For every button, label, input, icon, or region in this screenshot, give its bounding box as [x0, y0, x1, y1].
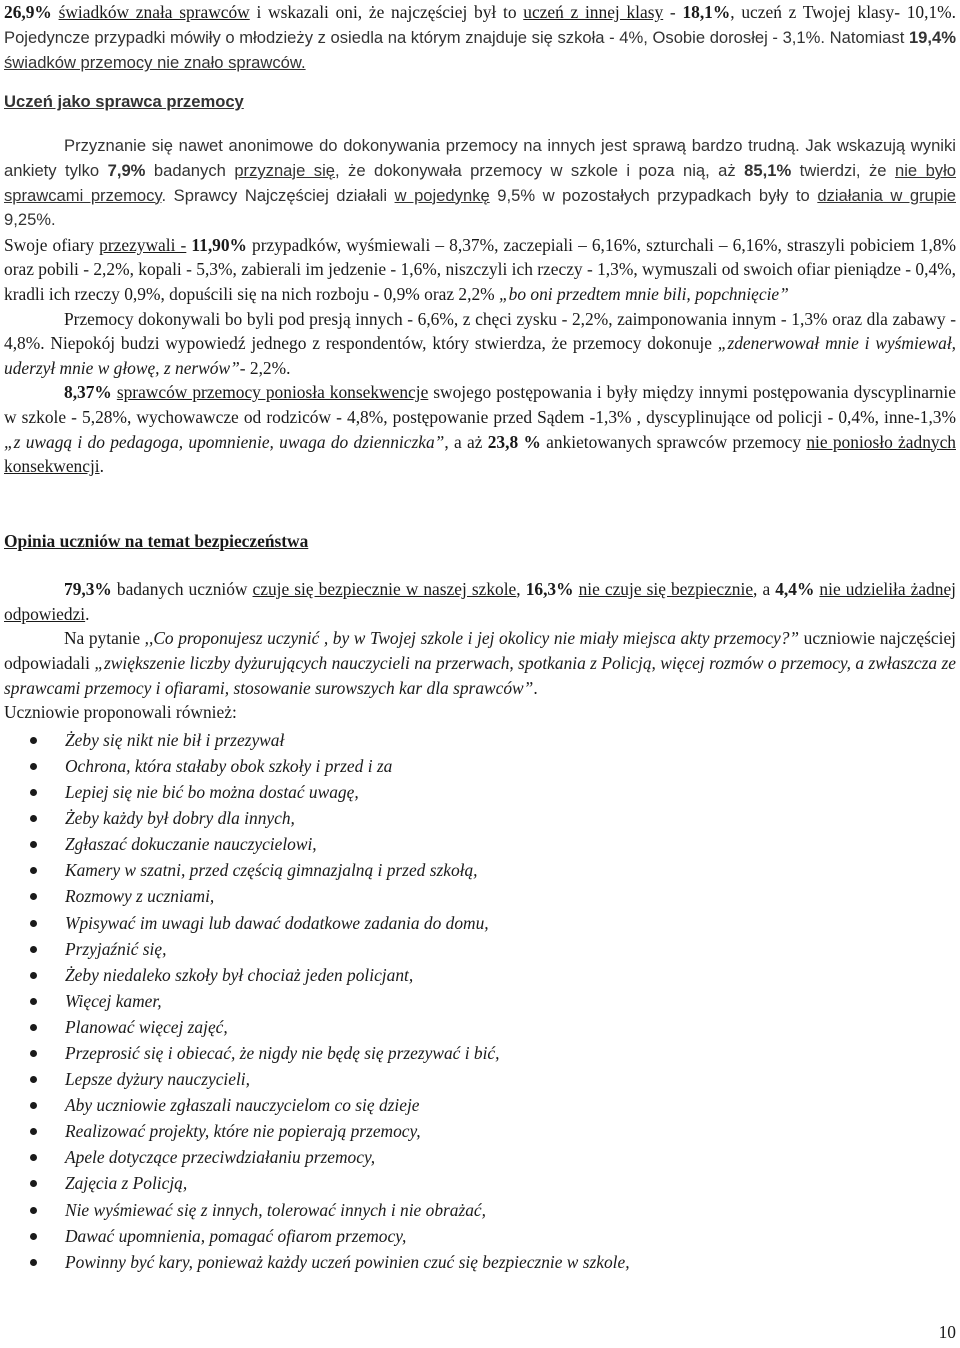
text-run: .	[533, 677, 538, 698]
section-heading-perpetrator: Uczeń jako sprawca przemocy	[4, 91, 244, 111]
text-run: ankietowanych sprawców przemocy	[540, 431, 807, 452]
bullet-icon	[30, 815, 37, 822]
underlined-text: nie poniosło żadnych konsekwencji	[4, 431, 956, 477]
list-item-text: Rozmowy z uczniami,	[65, 886, 215, 907]
stat-text: 11,90%	[191, 234, 247, 255]
stat-text: 19,4%	[908, 27, 956, 47]
text-run: Przemocy dokonywali bo byli pod presją innych - 6,6%, z chęci zysku - 2,2%, zaimponowania innym - 1,3% oraz dla zabawy - 4,8%. Niepokój budzi wypowiedź jednego z respondentów, który stwierdza, że przemocy dokonuje	[4, 308, 956, 354]
safety-paragraph	[4, 577, 956, 626]
bullet-icon	[30, 893, 37, 900]
list-item	[4, 910, 956, 936]
list-item-text: Apele dotyczące przeciwdziałaniu przemocy,	[65, 1147, 376, 1168]
text-run: , uczeń z Twojej klasy- 10,1%.	[730, 2, 957, 22]
list-item-text: Lepiej się nie bić bo można dostać uwagę,	[65, 782, 359, 803]
victims-paragraph	[4, 233, 956, 307]
list-item-text: Żeby każdy był dobry dla innych,	[65, 808, 295, 829]
text-run: Swoje ofiary	[4, 234, 100, 255]
bullet-icon	[30, 841, 37, 848]
suggestions-label: Uczniowie proponowali również:	[4, 702, 237, 723]
bullet-icon	[30, 1128, 37, 1135]
list-item-text: Powinny być kary, ponieważ każdy uczeń powinien czuć się bezpiecznie w szkole,	[65, 1251, 630, 1272]
quote-text: „zwiększenie liczby dyżurujących nauczycieli na przerwach, spotkania z Policją, więcej rozmów o przemocy, a zwłaszcza ze sprawcami przemocy i ofiarami, stosowanie surowszych kar dla sprawców”	[4, 653, 956, 698]
section-heading-safety: Opinia uczniów na temat bezpieczeństwa	[4, 530, 309, 551]
bullet-icon	[30, 920, 37, 927]
bullet-icon	[30, 737, 37, 744]
list-item	[4, 936, 956, 962]
underlined-text: uczeń z innej klasy	[523, 2, 664, 22]
bullet-icon	[30, 1233, 37, 1240]
list-item	[4, 988, 956, 1014]
bullet-icon	[30, 1180, 37, 1187]
list-item-text: Aby uczniowie zgłaszali nauczycielom co się dzieje	[65, 1095, 420, 1116]
list-item-text: Zajęcia z Policją,	[65, 1173, 188, 1194]
stat-text: 18,1%	[682, 2, 731, 22]
list-item-text: Ochrona, która stałaby obok szkoły i przed i za	[65, 755, 393, 776]
stat-text: 26,9%	[4, 2, 52, 22]
stat-text: 8,37%	[64, 382, 112, 403]
bullet-icon	[30, 789, 37, 796]
underlined-text: przezywali -	[99, 234, 187, 255]
question-paragraph	[4, 626, 956, 700]
stat-text: 7,9%	[107, 160, 146, 180]
list-item	[4, 1144, 956, 1170]
underlined-text: świadków znała sprawców	[58, 2, 250, 22]
text-run: przypadków, wyśmiewali – 8,37%, zaczepiali – 6,16%, szturchali – 6,16%, straszyli pobiciem 1,8% oraz pobili - 2,2%, kopali - 5,3%, zabierali im jedzenie - 1,6%, niszczyli ich rzeczy - 1,3%, wymuszali od swoich ofiar pieniądze - 0,4%, kradli ich rzeczy 0,9%, dopuścili się na nich rozboju - 0,9% oraz 2,2%	[4, 234, 957, 304]
list-item-text: Zgłaszać dokuczanie nauczycielowi,	[65, 834, 317, 855]
bullet-icon	[30, 1024, 37, 1031]
list-item	[4, 1170, 956, 1196]
text-run: , a	[753, 579, 776, 600]
list-item-text: Więcej kamer,	[65, 990, 162, 1011]
list-item-text: Realizować projekty, które nie popierają przemocy,	[65, 1121, 421, 1142]
quote-text: „zdenerwował mnie i wyśmiewał, uderzył mnie w głowę, z nerwów”	[4, 333, 956, 378]
quote-text: „z uwagą i do pedagoga, upomnienie, uwaga do dzienniczka”	[4, 431, 445, 452]
text-run: - 2,2%.	[239, 357, 291, 378]
bullet-icon	[30, 1076, 37, 1083]
list-item	[4, 1066, 956, 1092]
text-run: 9,5% w pozostałych przypadkach były to	[489, 185, 818, 205]
bullet-icon	[30, 946, 37, 953]
suggestions-list	[4, 727, 956, 1275]
text-run: Jak wskazują wyniki ankiety tylko	[4, 136, 956, 180]
text-run: . Sprawcy Najczęściej działali	[161, 185, 395, 205]
top-paragraph	[4, 0, 956, 76]
bullet-icon	[30, 998, 37, 1005]
page-number: 10	[938, 1322, 956, 1342]
text-run	[52, 2, 59, 22]
list-item-text: Żeby niedaleko szkoły był chociaż jeden policjant,	[65, 964, 414, 985]
text-run: twierdzi, że	[791, 160, 895, 180]
text-run: swojego postępowania i były między innymi postępowania dyscyplinarnie w szkole - 5,28%, wychowawcze od rodziców - 4,8%, postępowanie przed Sądem -1,3% , dyscyplinujące od policji - 0,4%, inne-1,3%	[4, 382, 956, 427]
bullet-icon	[30, 1050, 37, 1057]
list-item-text: Dawać upomnienia, pomagać ofiarom przemocy,	[65, 1225, 407, 1246]
stat-text: 23,8 %	[487, 431, 541, 452]
underlined-text: w pojedynkę	[394, 185, 490, 205]
list-item	[4, 779, 956, 805]
stat-text: 16,3%	[525, 579, 574, 600]
list-item	[4, 1249, 956, 1275]
text-run: Na pytanie	[64, 628, 145, 649]
underlined-text: świadków przemocy nie znało sprawców.	[4, 53, 306, 73]
text-run: i wskazali oni, że najczęściej był to	[249, 2, 524, 22]
text-run: -	[663, 2, 683, 22]
quote-text: „bo oni przedtem mnie bili, popchnięcie”	[499, 283, 789, 304]
text-run: .	[85, 603, 90, 624]
stat-text: 4,4%	[775, 579, 815, 600]
text-run: , a aż	[444, 431, 488, 452]
text-run: ,	[516, 579, 526, 600]
list-item	[4, 805, 956, 831]
bullet-icon	[30, 1207, 37, 1214]
underlined-text: nie udzieliła żadnej odpowiedzi	[4, 579, 957, 624]
text-run: badanych uczniów	[111, 579, 253, 600]
bullet-icon	[30, 867, 37, 874]
list-item-text: Wpisywać im uwagi lub dawać dodatkowe zadania do domu,	[65, 912, 489, 933]
text-run: uczniowie najczęściej odpowiadali	[4, 628, 956, 674]
list-item	[4, 1092, 956, 1118]
bullet-icon	[30, 972, 37, 979]
stat-text: 85,1%	[744, 160, 792, 180]
consequences-paragraph	[4, 380, 956, 478]
text-run: 9,25%.	[4, 210, 56, 230]
list-item	[4, 857, 956, 883]
underlined-text: czuje się bezpiecznie w naszej szkole	[252, 579, 517, 600]
bullet-icon	[30, 1102, 37, 1109]
list-item-text: Przeprosić się i obiecać, że nigdy nie będę się przezywać i bić,	[65, 1042, 500, 1063]
underlined-text: przyznaje się	[234, 160, 335, 180]
bullet-icon	[30, 1154, 37, 1161]
list-item	[4, 831, 956, 857]
list-item-text: Przyjaźnić się,	[65, 938, 167, 959]
text-run: , że dokonywała przemocy w szkole i poza nią, aż	[335, 160, 745, 180]
underlined-text: działania w grupie	[817, 185, 956, 205]
list-item-text: Kamery w szatni, przed częścią gimnazjalną i przed szkołą,	[65, 860, 478, 881]
list-item	[4, 727, 956, 753]
text-run: .	[99, 456, 104, 477]
list-item	[4, 1197, 956, 1223]
list-item-text: Lepsze dyżury nauczycieli,	[65, 1069, 250, 1090]
underlined-text: nie było sprawcami przemocy	[4, 160, 957, 205]
list-item	[4, 883, 956, 909]
text-run: Pojedyncze przypadki mówiły o młodzieży z osiedla na którym znajduje się szkoła - 4%, Osobie dorosłej - 3,1%. Natomiast	[4, 27, 909, 47]
quote-text: ,,Co proponujesz uczynić , by w Twojej szkole i jej okolicy nie miały miejsca akty przemocy?”	[144, 628, 800, 649]
bullet-icon	[30, 1259, 37, 1266]
list-item	[4, 1040, 956, 1066]
bullet-icon	[30, 763, 37, 770]
text-run: badanych	[145, 160, 235, 180]
stat-text: 79,3%	[64, 579, 112, 600]
motives-paragraph	[4, 307, 956, 381]
list-item-text: Nie wyśmiewać się z innych, tolerować innych i nie obrażać,	[65, 1199, 487, 1220]
list-item	[4, 962, 956, 988]
list-item-text: Planować więcej zajęć,	[65, 1016, 228, 1037]
list-item	[4, 1118, 956, 1144]
list-item-text: Żeby się nikt nie bił i przezywał	[65, 729, 285, 750]
underlined-text: nie czuje się bezpiecznie	[578, 579, 754, 600]
text-run: Przyznanie się nawet anonimowe do dokonywania przemocy na innych jest sprawą bardzo trudną.	[64, 136, 800, 156]
list-item	[4, 753, 956, 779]
document-page	[4, 0, 956, 1275]
list-item	[4, 1223, 956, 1249]
list-item	[4, 1014, 956, 1040]
intro-paragraph	[4, 134, 956, 232]
underlined-text: sprawców przemocy poniosła konsekwencje	[116, 382, 429, 403]
